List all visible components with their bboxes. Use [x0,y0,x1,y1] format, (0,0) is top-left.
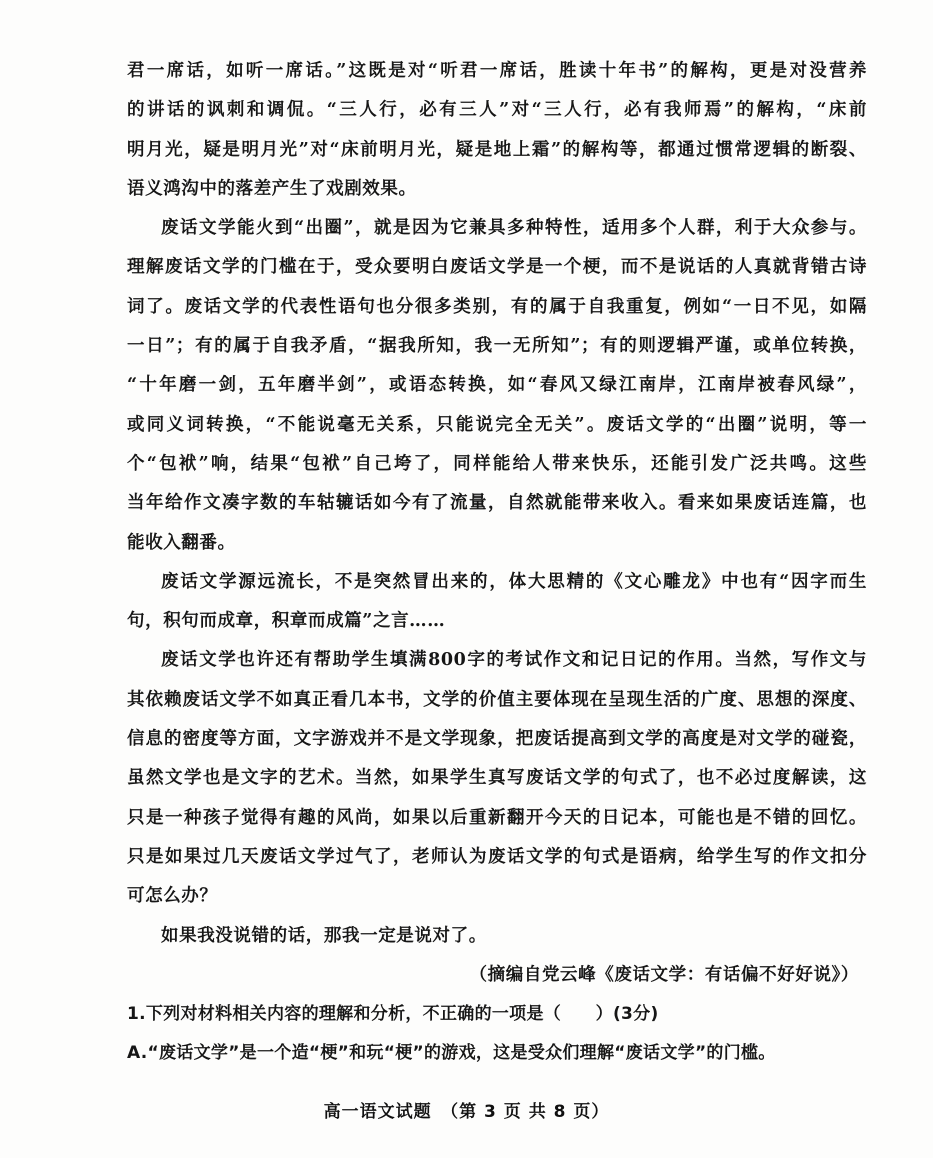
passage-line: 信息的密度等方面，文字游戏并不是文学现象，把废话提高到文学的高度是对文学的碰瓷， [127,729,867,750]
page-footer: 高一语文试题 （第 3 页 共 8 页） [323,1102,610,1122]
source-citation: （摘编自党云峰《废话文学：有话偏不好好说》） [469,964,859,985]
passage-line: 语义鸿沟中的落差产生了戏剧效果。 [127,178,417,199]
passage-line: 词了。废话文学的代表性语句也分很多类别，有的属于自我重复，例如“一日不见，如隔 [127,296,867,317]
passage-line: 理解废话文学的门槛在于，受众要明白废话文学是一个梗，而不是说话的人真就背错古诗 [127,257,867,278]
question-option-a: A.“废话文学”是一个造“梗”和玩“梗”的游戏，这是受众们理解“废话文学”的门槛。 [127,1043,776,1064]
passage-line: 明月光，疑是明月光”对“床前明月光，疑是地上霜”的解构等，都通过惯常逻辑的断裂、 [127,139,867,160]
passage-line: 可怎么办？ [127,886,218,907]
paragraph-start-line: 废话文学源远流长，不是突然冒出来的，体大思精的《文心雕龙》中也有“因字而生 [161,571,867,592]
passage-line: 句，积句而成章，积章而成篇”之言…… [127,611,446,632]
passage-body [127,52,867,1074]
passage-line: 其依赖废话文学不如真正看几本书，文学的价值主要体现在呈现生活的广度、思想的深度、 [127,689,867,710]
passage-line: 的讲话的讽刺和调侃。“三人行，必有三人”对“三人行，必有我师焉”的解构，“床前 [127,100,867,121]
passage-line: 虽然文学也是文字的艺术。当然，如果学生真写废话文学的句式了，也不必过度解读，这 [127,768,867,789]
passage-line: 只是如果过几天废话文学过气了，老师认为废话文学的句式是语病，给学生写的作文扣分 [127,846,867,867]
paragraph-start-line: 如果我没说错的话，那我一定是说对了。 [161,925,487,946]
passage-line: 个“包袱”响，结果“包袱”自己垮了，同样能给人带来快乐，还能引发广泛共鸣。这些 [127,453,867,474]
paragraph-start-line: 废话文学也许还有帮助学生填满800字的考试作文和记日记的作用。当然，写作文与 [161,650,867,671]
passage-line: “十年磨一剑，五年磨半剑”，或语态转换，如“春风又绿江南岸，江南岸被春风绿”， [127,375,867,396]
passage-line: 能收入翻番。 [127,532,236,553]
passage-line: 君一席话，如听一席话。”这既是对“听君一席话，胜读十年书”的解构，更是对没营养 [127,61,867,81]
passage-line: 或同义词转换，“不能说毫无关系，只能说完全无关”。废话文学的“出圈”说明，等一 [127,414,867,435]
passage-line: 一日”；有的属于自我矛盾，“据我所知，我一无所知”；有的则逻辑严谨，或单位转换， [127,336,867,357]
passage-line: 当年给作文凑字数的车轱辘话如今有了流量，自然就能带来收入。看来如果废话连篇，也 [127,493,867,514]
paragraph-start-line: 废话文学能火到“出圈”，就是因为它兼具多种特性，适用多个人群，利于大众参与。 [161,218,867,239]
question-stem: 1.下列对材料相关内容的理解和分析，不正确的一项是（ ）(3分) [127,1004,659,1025]
passage-line: 只是一种孩子觉得有趣的风尚，如果以后重新翻开今天的日记本，可能也是不错的回忆。 [127,807,867,828]
